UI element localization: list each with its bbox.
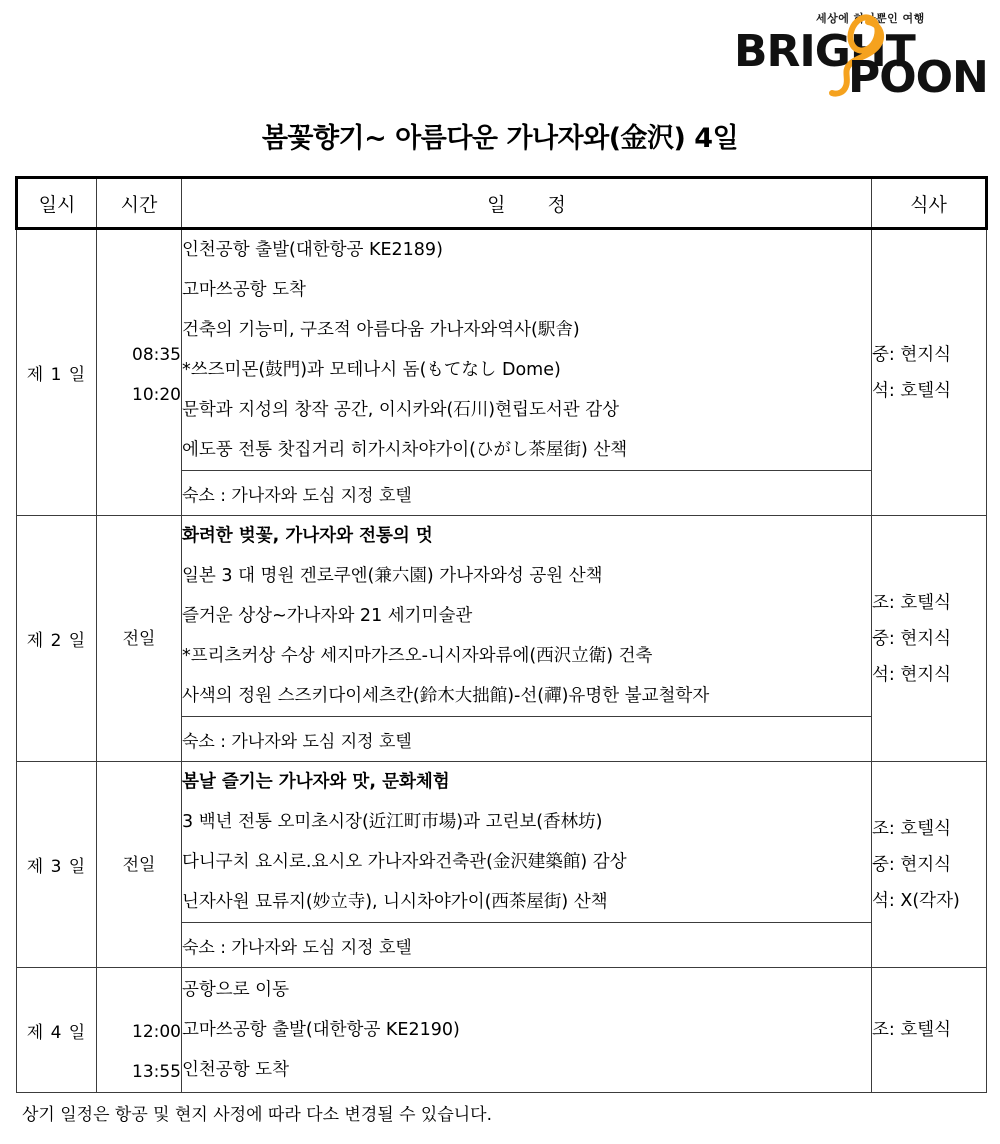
schedule-line: 닌자사원 묘류지(妙立寺), 니시차야가이(西茶屋街) 산책 (182, 892, 608, 912)
day2-date: 제 2 일 (17, 516, 97, 762)
day2-schedule (182, 516, 872, 717)
table-row-day2 (17, 516, 987, 717)
day1-time-line-2: 10:20 (132, 384, 181, 405)
meal-line: 석: X(각자) (872, 890, 960, 911)
table-row-day1 (17, 229, 987, 471)
day2-meals (872, 516, 987, 762)
day4-time-line-1: 12:00 (132, 1022, 181, 1042)
meal-line: 중: 현지식 (872, 344, 952, 365)
footer-note: 상기 일정은 항공 및 현지 사정에 따라 다소 변경될 수 있습니다. (22, 1105, 492, 1125)
meal-line: 조: 호텔식 (872, 592, 952, 613)
header-cell-date: 일시 (17, 178, 97, 229)
day3-meals (872, 762, 987, 968)
day2-time-line-1: 전일 (122, 628, 156, 649)
header-schedule-label: 일 정 (487, 193, 584, 216)
day2-time (97, 516, 182, 762)
day4-time-line-2: 13:55 (132, 1062, 181, 1082)
meal-line: 중: 현지식 (872, 854, 952, 875)
table-row-day3 (17, 762, 987, 923)
itinerary-table-wrapper (15, 176, 985, 1093)
schedule-line: 건축의 기능미, 구조적 아름다움 가나자와역사(駅舎) (182, 320, 580, 340)
day4-date: 제 4 일 (17, 968, 97, 1093)
meal-line: 석: 호텔식 (872, 380, 952, 401)
meal-line: 조: 호텔식 (872, 818, 952, 839)
schedule-line: 에도풍 전통 찻집거리 히가시차야가이(ひがし茶屋街) 산책 (182, 440, 628, 460)
schedule-line: 문학과 지성의 창작 공간, 이시카와(石川)현립도서관 감상 (182, 400, 620, 420)
day2-lodging: 숙소 : 가나자와 도심 지정 호텔 (182, 717, 872, 762)
header-cell-schedule (182, 178, 872, 229)
day1-time (97, 229, 182, 516)
company-logo (708, 6, 988, 103)
day4-time (97, 968, 182, 1093)
page-title: 봄꽃향기~ 아름다운 가나자와(金沢) 4일 (261, 123, 739, 154)
schedule-line: 즐거운 상상~가나자와 21 세기미술관 (182, 606, 473, 626)
schedule-line: 인천공항 출발(대한항공 KE2189) (182, 240, 443, 260)
schedule-line: 공항으로 이동 (182, 980, 289, 1000)
logo-word-bright: BRIGHT (734, 26, 915, 77)
schedule-line: 다니구치 요시로.요시오 가나자와건축관(金沢建築館) 감상 (182, 852, 627, 872)
schedule-line: *프리츠커상 수상 세지마가즈오-니시자와류에(西沢立衛) 건축 (182, 646, 653, 666)
schedule-line: 인천공항 도착 (182, 1060, 289, 1080)
day1-schedule (182, 229, 872, 471)
schedule-line: *쓰즈미몬(鼓門)과 모테나시 돔(もてなし Dome) (182, 360, 561, 380)
schedule-line: 봄날 즐기는 가나자와 맛, 문화체험 (182, 772, 450, 792)
table-row-day4 (17, 968, 987, 1093)
header-cell-time: 시간 (97, 178, 182, 229)
schedule-line: 사색의 정원 스즈키다이세츠칸(鈴木大拙館)-선(禪)유명한 불교철학자 (182, 686, 710, 706)
day1-time-line-1: 08:35 (132, 344, 181, 365)
day3-schedule (182, 762, 872, 923)
day1-lodging: 숙소 : 가나자와 도심 지정 호텔 (182, 471, 872, 516)
logo-word-poon: POON (848, 52, 988, 103)
schedule-line: 고마쓰공항 도착 (182, 280, 306, 300)
header-cell-meal: 식사 (872, 178, 987, 229)
day3-time-line-1: 전일 (122, 854, 156, 875)
day4-meals (872, 968, 987, 1093)
meal-line: 석: 현지식 (872, 664, 952, 685)
schedule-line: 고마쓰공항 출발(대한항공 KE2190) (182, 1020, 460, 1040)
itinerary-table (15, 176, 988, 1093)
schedule-line: 3 백년 전통 오미초시장(近江町市場)과 고린보(香林坊) (182, 812, 603, 832)
logo-tagline: 세상에 하나뿐인 여행 (816, 12, 925, 25)
day1-date: 제 1 일 (17, 229, 97, 516)
day3-time (97, 762, 182, 968)
schedule-line: 화려한 벚꽃, 가나자와 전통의 멋 (182, 526, 433, 546)
meal-line: 조: 호텔식 (872, 1020, 952, 1040)
day3-lodging: 숙소 : 가나자와 도심 지정 호텔 (182, 923, 872, 968)
day3-date: 제 3 일 (17, 762, 97, 968)
meal-line: 중: 현지식 (872, 628, 952, 649)
schedule-line: 일본 3 대 명원 겐로쿠엔(兼六園) 가나자와성 공원 산책 (182, 566, 603, 586)
day4-schedule (182, 968, 872, 1093)
day1-meals (872, 229, 987, 516)
table-header-row (17, 178, 987, 229)
